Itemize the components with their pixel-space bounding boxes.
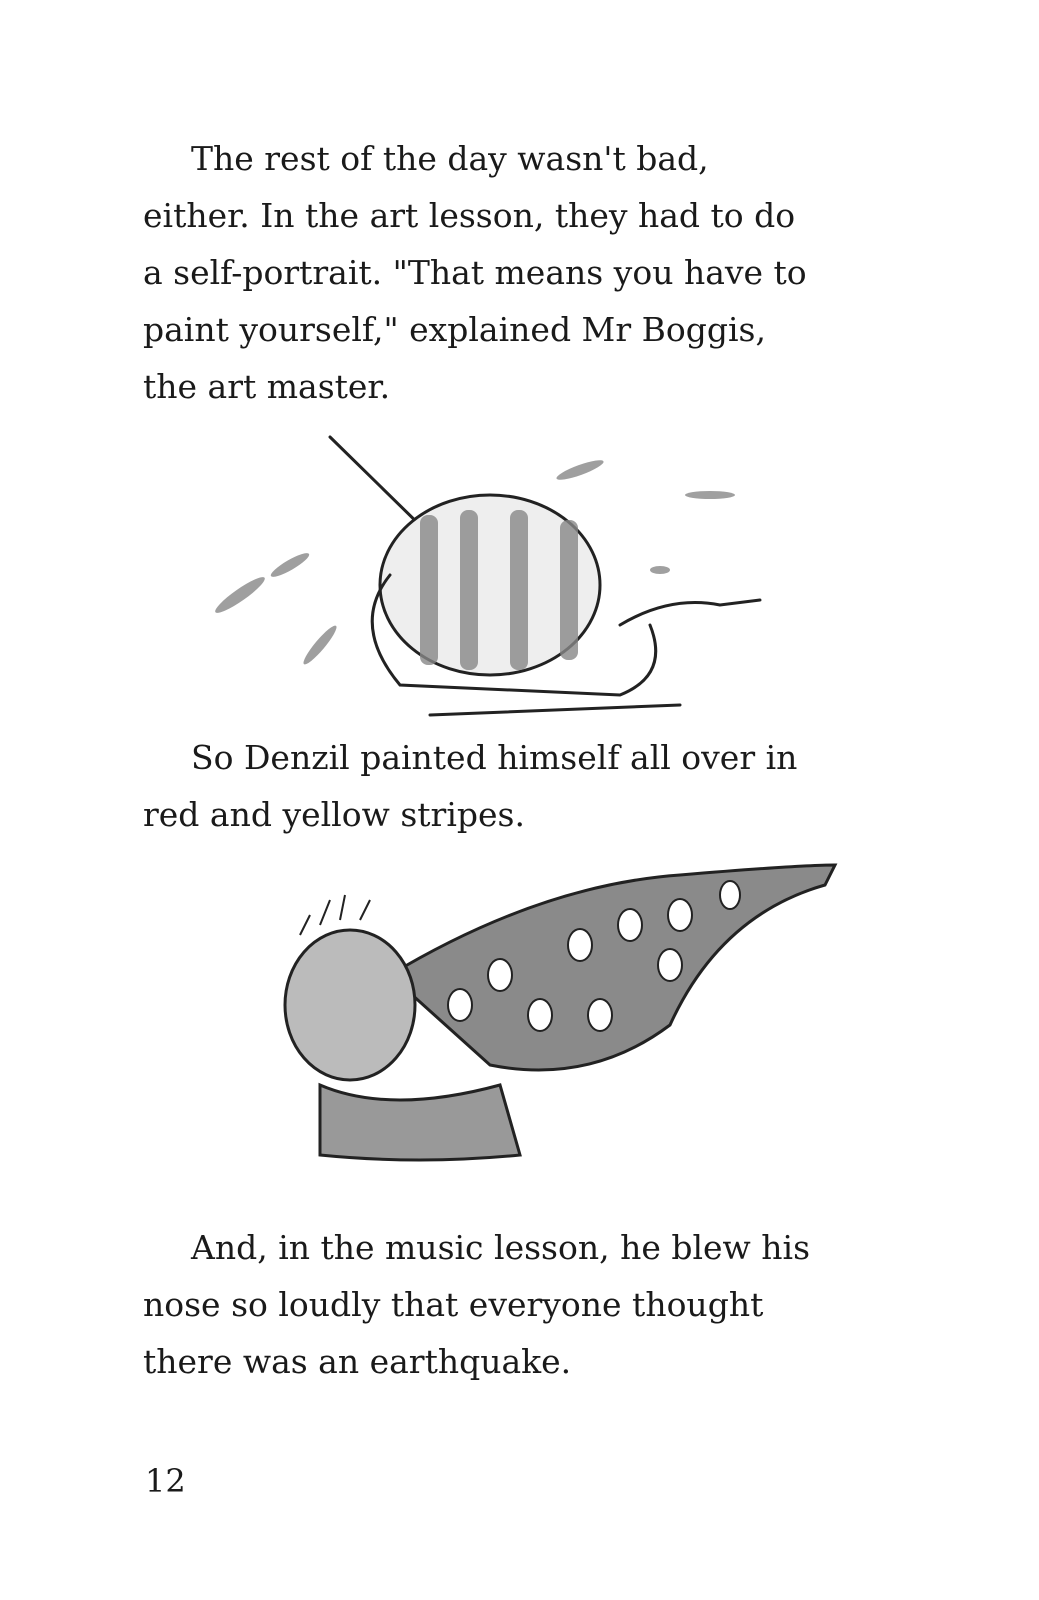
- illustration-blowing-nose: [240, 855, 850, 1175]
- text-line: And, in the music lesson, he blew his: [191, 1228, 811, 1267]
- page-number: 12: [145, 1462, 186, 1500]
- text-line: there was an earthquake.: [143, 1342, 572, 1381]
- text-line: red and yellow stripes.: [143, 795, 525, 834]
- text-line: paint yourself," explained Mr Boggis,: [143, 310, 766, 349]
- text-line: a self-portrait. "That means you have to: [143, 253, 807, 292]
- text-line: either. In the art lesson, they had to do: [143, 196, 796, 235]
- illustration-painting-self: [200, 425, 820, 725]
- text-line: So Denzil painted himself all over in: [191, 738, 798, 777]
- text-line: the art master.: [143, 367, 391, 406]
- text-line: The rest of the day wasn't bad,: [191, 139, 709, 178]
- paragraph-2: [143, 729, 923, 843]
- text-line: nose so loudly that everyone thought: [143, 1285, 764, 1324]
- paragraph-1: [143, 130, 923, 415]
- paragraph-3: [143, 1219, 923, 1390]
